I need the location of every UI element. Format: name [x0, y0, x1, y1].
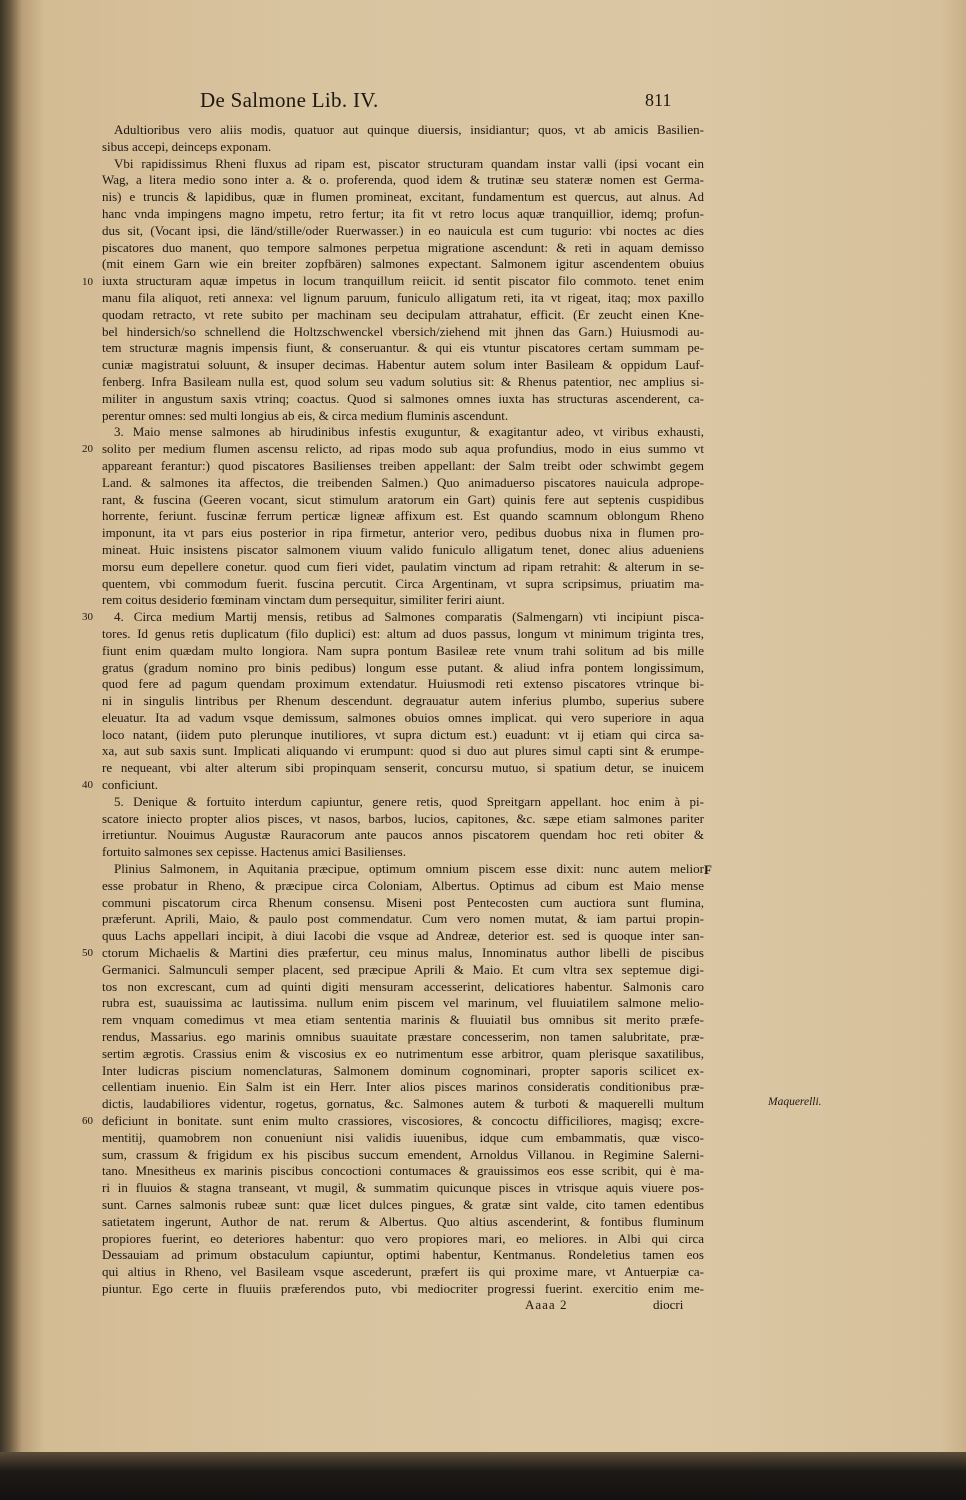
text-line: quentem, vbi commodum fuerit. fuscina percutit. Circa Argentinam, vt supra scripsimus, priuatim ma- [102, 575, 704, 591]
text-line: ri in fluuios & stagna transeant, vt mugil, & summatim quicunque pisces in vtrisque aquis viuere pos- [102, 1180, 704, 1196]
text-line: rem coitus desiderio fœminam vinctam dum persequitur, similiter feriri aiunt. [102, 592, 505, 608]
text-line: fortuito salmones sex cepisse. Hactenus amici Basilienses. [102, 844, 406, 860]
text-line: esse probatur in Rheno, & præcipue circa Coloniam, Albertus. Optimus ad cibum est Maio mense [102, 877, 704, 893]
catchword: diocri [653, 1297, 684, 1312]
text-line: appareant ferantur:) quod piscatores Basilienses treiben appellant: der Salm treibt oder schwimbt gegem [102, 457, 704, 473]
text-line: bel hindersich/so schnellend die Holtzschwenckel vbersich/ziehend mit jhnen das Garn.) Huiusmodi au- [102, 323, 704, 339]
text-line: tem structuræ magnis impensis fiunt, & conseruantur. & qui eis vtuntur piscatores certam summam pe- [102, 340, 704, 356]
text-line: Land. & salmones ita affectos, die treibenden Salmen.) Quo animaduerso piscatores nauicula adprope- [102, 474, 704, 490]
line-number-20: 20 [82, 443, 93, 455]
text-line: Dessauiam ad primum obstaculum capiuntur, optimi habentur, Kentmanus. Rondeletius tamen eos [102, 1247, 704, 1263]
text-line: solito per medium flumen ascensu relicto, ad ripas modo sub aqua profundius, modo in eius summo vt [102, 441, 704, 457]
line-number-10: 10 [82, 276, 93, 288]
text-line: rubra est, suauissima ac lautissima. nullum enim piscem vel marinum, vel fluuiatilem salmone melio- [102, 995, 704, 1011]
text-line: Inter ludicras piscium nomenclaturas, Salmonem dominum cognominari, propter saporis scilicet ex- [102, 1062, 704, 1078]
text-line: deficiunt in bonitate. sunt enim multo crassiores, viscosiores, & concoctu difficiliores, magisq; excre- [102, 1113, 704, 1129]
text-line: fiunt enim quædam multo longiora. Nam supra pontum Basileæ rete vnum trahi solitum ad bis mille [102, 642, 704, 658]
text-line: irretiuntur. Nouimus Augustæ Rauracorum ante paucos annos piscatorem quendam hoc reti obiter & [102, 827, 704, 843]
text-line: militer in angustum saxis vtrinq; coactus. Quod si salmones omnes iuxta has structuras ascenderent, ca- [102, 390, 704, 406]
text-line: communi piscatorum circa Rhenum consensu. Miseni post Pentecosten cum auctiora sunt flumina, [102, 894, 704, 910]
text-line: tos non excrescant, cum ad quinti digiti mensuram accesserint, delicatiores habentur. Salmonis caro [102, 978, 704, 994]
text-line: 5. Denique & fortuito interdum capiuntur, genere retis, quod Spreitgarn appellant. hoc enim à pi- [114, 793, 704, 809]
text-line: propiores fuerint, eo deteriores habentur: quo vero propiores mari, eo meliores. in Albi qui circa [102, 1230, 704, 1246]
text-line: dictis, laudabiliores videntur, rogetus, gornatus, &c. Salmones autem & turboti & maquerelli multum [102, 1096, 704, 1112]
text-line: cuniæ magistratui soluunt, & insuper decimas. Habentur autem solum inter Basileam & oppidum Lauf- [102, 357, 704, 373]
text-line: Adultioribus vero aliis modis, quatuor aut quinque diuersis, insidiantur; quos, vt ab amicis Basilien- [114, 122, 704, 137]
text-line: ctorum Michaelis & Martini dies præfertur, ceu minus malus, Innominatus author libelli de piscibus [102, 945, 704, 961]
text-line: cellentiam inuenio. Ein Salm ist ein Herr. Inter alios pisces marinos consideratis conditionibus præ- [102, 1079, 704, 1095]
text-line: conficiunt. [102, 777, 158, 793]
text-line: gratus (gradum nomino pro binis pedibus) longum esse putant. & aliud infra pontem longissimum, [102, 659, 704, 675]
line-number-50: 50 [82, 947, 93, 959]
text-line: Plinius Salmonem, in Aquitania præcipue, optimum omnium piscem esse dixit: nunc autem melior [114, 861, 704, 877]
text-line: Vbi rapidissimus Rheni fluxus ad ripam est, piscator structuram quandam instar valli (ipsi vocant ein [114, 155, 704, 171]
margin-note-maquerelli: Maquerelli. [768, 1096, 822, 1108]
text-line: morsu eum depellere conetur. quod cum fieri videt, paulatim vinctum ad ripam retrahit: & alterum in se- [102, 558, 704, 574]
text-line: ni in singulis lintribus per Rhenum descendunt. degrauatur autem inferius plumbo, superius subere [102, 693, 704, 709]
line-number-30: 30 [82, 611, 93, 623]
text-line: præferunt. Aprili, Maio, & paulo post commendatur. Cum vero nomen mutat, & iam partui propin- [102, 911, 704, 927]
text-line: mineat. Huic insistens piscator salmonem viuum valido funiculo alligatum tenet, donec alius adueniens [102, 541, 704, 557]
text-line: rant, & fuscina (Geeren vocant, sicut stimulum aratorum ein Gart) quinis fere aut septenis cuspidibus [102, 491, 704, 507]
running-head-title: De Salmone Lib. IV. [200, 88, 379, 112]
text-line: fenberg. Infra Basileam nulla est, quod solum seu vadum solutius sit: & Rhenus patentior, nec amplius si- [102, 373, 704, 389]
text-line: rendus, Massarius. ego marinis omnibus suauitate præstare concesserim, non tamen salubritate, præ- [102, 1029, 704, 1045]
text-line: (mit einem Garn wie ein breiter zopfbären) salmones expectant. Salmonem igitur ascendentem obuius [102, 256, 704, 272]
text-line: Wag, a litera medio sono inter a. & o. proferenda, quod idem & trutinæ seu stateræ nomen est Germa- [102, 172, 704, 188]
text-line: perentur omnes: sed multi longius ab eis, & circa medium fluminis ascendunt. [102, 407, 509, 423]
text-line: hanc vnda impingens magno impetu, retro fertur; ita fit vt retro locus aquæ tranquillior, idemq; profun- [102, 205, 704, 221]
text-line: sum, crassum & frigidum ex his piscibus succum emendent, Arnoldus Villanou. in Regimine Salerni- [102, 1146, 704, 1162]
text-line: eleuatur. Ita ad vadum vsque demissum, salmones obuios omnes implicat. qui vero superiore in aqua [102, 709, 704, 725]
text-line: mentitij, quamobrem non conueniunt nisi validis iuuenibus, idque cum embammatis, quæ visco- [102, 1129, 704, 1145]
text-line: sertim ægrotis. Crassius enim & viscosius ex eo nutrimentum esse arbitror, quam plerisque saxatilibus, [102, 1045, 704, 1061]
text-line: re nequeant, vbi alter alterum sibi propinquam senserit, concursu mutuo, si spatium detur, se inuicem [102, 760, 704, 776]
line-number-60: 60 [82, 1115, 93, 1127]
text-line: horrente, feriunt. fuscinæ ferrum perticæ ligneæ affixum est. Est quando scamnum oblongum Rheno [102, 508, 704, 524]
text-line: piscatores duo manent, quo tempore salmones perpetua migratione ascendunt: & reti in aquam demisso [102, 239, 704, 255]
line-number-40: 40 [82, 779, 93, 791]
page-bottom-edge [0, 1452, 966, 1500]
text-line: scatore iniecto propter alios pisces, vt nasos, barbos, lucios, capitones, &c. sæpe etiam salmones pariter [102, 810, 704, 826]
text-line: quus Lachs appellari incipit, à diui Iacobi die vsque ad Andreæ, deterior est. sed is quoque inter san- [102, 928, 704, 944]
signature-mark: Aaaa 2 [525, 1297, 568, 1312]
text-line: piuntur. Ego certe in fluuiis præferendos puto, vbi mediocriter progressi fuerint. exercitio enim me- [102, 1280, 704, 1296]
text-line: quod fere ad pagum quendam proximum extendatur. Huiusmodi reti extenso piscatores vtrinque bi- [102, 676, 704, 692]
text-line: manu fila aliquot, reti annexa: vel lignum paruum, funiculo alligatum reti, ita vt rigeat, itaq; mox paxillo [102, 289, 704, 305]
text-line: 4. Circa medium Martij mensis, retibus ad Salmones comparatis (Salmengarn) vti incipiunt pisca- [114, 609, 704, 625]
text-line: sunt. Carnes salmonis rubeæ sunt: quæ licet dulces pingues, & gratæ sint valde, cito tamen edentibus [102, 1197, 704, 1212]
text-line: sibus accepi, deinceps exponam. [102, 138, 272, 154]
text-line: imponunt, ita vt pars eius posterior in ripa firmetur, anterior vero, pedibus duobus nixa in flumen pro- [102, 525, 704, 541]
page-number: 811 [645, 90, 672, 110]
text-line: loco natant, (iidem puto plerunque inutiliores, vt supra dictum est.) euadunt: vt ij etiam qui circa sa- [102, 726, 704, 742]
text-line: tores. Id genus retis duplicatum (filo duplici) est: altum ad duos passus, longum vt minimum triginta tres, [102, 625, 704, 641]
text-line: Germanici. Salmunculi semper placent, sed præcipue Aprili & Maio. Et cum vltra sex septemue digi- [102, 961, 704, 977]
text-line: nis) e truncis & lapidibus, quæ in flumen promineat, excitant, fundamentum est quercus, aut alnus. Ad [102, 189, 704, 205]
text-line: iuxta structuram aquæ impetus in locum tranquillum reiicit. id sentit piscator filo commoto. tenet enim [102, 273, 704, 289]
text-line: satietatem ingerunt, Author de nat. rerum & Albertus. Quo altius ascenderint, & fontibus fluminum [102, 1213, 704, 1229]
text-line: quodam retracto, vt rete subito per machinam seu decipulam attrahatur, efficit. (Er zeucht einen Kne- [102, 306, 704, 322]
text-line: qui altius in Rheno, vel Basileam vsque ascederunt, præfert iis qui proxime mare, vt Antuerpiæ ca- [102, 1264, 704, 1280]
text-line: tano. Mnesitheus ex marinis piscibus concoctioni contumaces & grauissimos eos esse scribit, qui è ma- [102, 1163, 704, 1179]
text-line: xa, aut sub saxis sunt. Implicati aliquando vi erumpunt: quod si duo aut plures simul capti sint & erumpe- [102, 743, 704, 759]
text-line: dus sit, (Vocant ipsi, die länd/stille/oder Ruerwasser.) in eo nauicula est cum tugurio: vbi noctes ac dies [102, 222, 704, 238]
text-line: rem vnquam comedimus vt mea etiam sententia marinis & fluuiatil bus omnibus sit merito præfe- [102, 1012, 704, 1028]
margin-letter-f: F [704, 862, 712, 877]
text-line: 3. Maio mense salmones ab hirudinibus infestis exuguntur, & exagitantur adeo, vt viribus exhausti, [114, 424, 704, 440]
body-text [102, 122, 704, 1298]
